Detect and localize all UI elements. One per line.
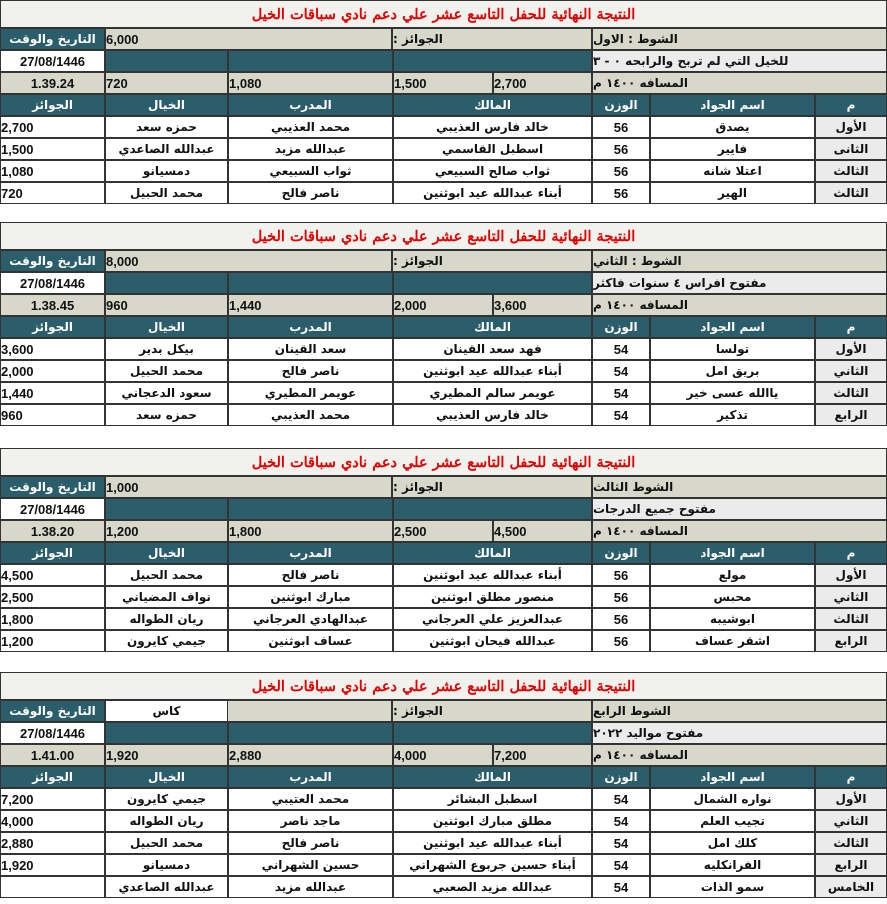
table-cell-jockey: حمزه سعد: [105, 404, 228, 426]
race-distance: المسافه ١٤٠٠ م: [592, 520, 887, 542]
prize-breakdown: 1,500: [393, 72, 493, 94]
table-cell-rank: الثالث: [815, 160, 887, 182]
table-cell-horse: سمو الذات: [650, 876, 815, 898]
table-cell-prize: 1,080: [0, 160, 105, 182]
table-cell-weight: 56: [592, 160, 650, 182]
col-header-owner: المالك: [393, 316, 592, 338]
table-cell-jockey: دمسيانو: [105, 854, 228, 876]
table-cell-prize: [0, 876, 105, 898]
date-time-label: التاريخ والوقت: [0, 250, 105, 272]
race-section-1: [0, 0, 887, 201]
table-cell-rank: الثانى: [815, 138, 887, 160]
col-header-owner: المالك: [393, 766, 592, 788]
table-cell-horse: كلك امل: [650, 832, 815, 854]
table-cell-weight: 54: [592, 810, 650, 832]
prize-breakdown: 960: [105, 294, 228, 316]
race-date: 27/08/1446: [0, 722, 105, 744]
race-condition: مفتوح مواليد ٢٠٢٢: [592, 722, 887, 744]
table-cell-owner: اسطبل القاسمي: [393, 138, 592, 160]
table-cell-owner: أبناء عبدالله عيد ابوثنين: [393, 564, 592, 586]
col-header-trainer: المدرب: [228, 766, 393, 788]
race-section-4: [0, 672, 887, 895]
prizes-label: الجوائز :: [392, 476, 592, 498]
table-cell-owner: أبناء عبدالله عيد ابوثنين: [393, 360, 592, 382]
table-cell-owner: اسطبل البشائر: [393, 788, 592, 810]
blank-cell: [105, 498, 228, 520]
table-cell-jockey: جيمي كايرون: [105, 788, 228, 810]
col-header-prize: الجوائز: [0, 94, 105, 116]
table-cell-prize: 1,200: [0, 630, 105, 652]
blank-cell: [393, 722, 592, 744]
table-cell-weight: 54: [592, 360, 650, 382]
race-distance: المسافه ١٤٠٠ م: [592, 72, 887, 94]
col-header-owner: المالك: [393, 94, 592, 116]
table-cell-trainer: ماجد ناصر: [228, 810, 393, 832]
col-header-owner: المالك: [393, 542, 592, 564]
prize-total: 6,000: [105, 28, 392, 50]
table-cell-rank: الثالث: [815, 182, 887, 204]
table-cell-jockey: دمسيانو: [105, 160, 228, 182]
table-cell-trainer: محمد العتيبي: [228, 788, 393, 810]
date-time-label: التاريخ والوقت: [0, 476, 105, 498]
table-cell-jockey: حمزه سعد: [105, 116, 228, 138]
table-cell-prize: 960: [0, 404, 105, 426]
prize-breakdown: 1,440: [228, 294, 393, 316]
table-cell-trainer: حسين الشهراني: [228, 854, 393, 876]
table-cell-weight: 56: [592, 608, 650, 630]
table-cell-rank: الأول: [815, 564, 887, 586]
prize-breakdown: 4,500: [493, 520, 592, 542]
table-cell-trainer: عبدالله مزيد: [228, 138, 393, 160]
table-cell-prize: 4,000: [0, 810, 105, 832]
table-cell-rank: الأول: [815, 116, 887, 138]
table-cell-trainer: عبدالهادي العرجاني: [228, 608, 393, 630]
col-header-prize: الجوائز: [0, 316, 105, 338]
table-cell-trainer: ناصر فالح: [228, 182, 393, 204]
table-cell-horse: اعتلا شانه: [650, 160, 815, 182]
table-cell-jockey: محمد الحبيل: [105, 182, 228, 204]
table-cell-horse: يصدق: [650, 116, 815, 138]
race-condition: للخيل التي لم تربح والرابحه ٠ - ٣: [592, 50, 887, 72]
table-cell-owner: خالد فارس العذيبي: [393, 116, 592, 138]
table-cell-horse: الفرانكليه: [650, 854, 815, 876]
table-cell-owner: أبناء حسين جربوع الشهراني: [393, 854, 592, 876]
table-cell-trainer: ناصر فالح: [228, 564, 393, 586]
date-time-label: التاريخ والوقت: [0, 700, 105, 722]
race-round: الشوط الرابع: [592, 700, 887, 722]
table-cell-horse: محبس: [650, 586, 815, 608]
table-cell-prize: 4,500: [0, 564, 105, 586]
table-cell-jockey: عبدالله الصاعدي: [105, 138, 228, 160]
table-cell-jockey: ريان الطواله: [105, 810, 228, 832]
table-cell-owner: فهد سعد القينان: [393, 338, 592, 360]
col-header-trainer: المدرب: [228, 542, 393, 564]
table-cell-rank: الثاني: [815, 810, 887, 832]
prize-breakdown: 1,080: [228, 72, 393, 94]
prize-breakdown: 1,920: [105, 744, 228, 766]
col-header-jockey: الخيال: [105, 542, 228, 564]
col-header-weight: الوزن: [592, 316, 650, 338]
race-condition: مفتوح افراس ٤ سنوات فاكثر: [592, 272, 887, 294]
blank-cell: [228, 498, 393, 520]
table-cell-rank: الثالث: [815, 608, 887, 630]
table-cell-rank: الخامس: [815, 876, 887, 898]
table-cell-weight: 54: [592, 876, 650, 898]
table-cell-trainer: ناصر فالح: [228, 832, 393, 854]
race-time: 1.38.20: [0, 520, 105, 542]
table-cell-horse: فايير: [650, 138, 815, 160]
race-date: 27/08/1446: [0, 498, 105, 520]
table-cell-horse: بريق امل: [650, 360, 815, 382]
table-cell-trainer: محمد العذيبي: [228, 404, 393, 426]
blank-cell: [105, 272, 228, 294]
table-cell-trainer: عويمر المطيري: [228, 382, 393, 404]
table-cell-horse: الهير: [650, 182, 815, 204]
table-cell-prize: 1,800: [0, 608, 105, 630]
col-header-prize: الجوائز: [0, 542, 105, 564]
col-header-trainer: المدرب: [228, 94, 393, 116]
table-cell-jockey: سعود الدعجاني: [105, 382, 228, 404]
blank-cell: [393, 498, 592, 520]
table-cell-jockey: محمد الحبيل: [105, 360, 228, 382]
table-cell-weight: 54: [592, 338, 650, 360]
prize-breakdown: 2,700: [493, 72, 592, 94]
race-round: الشوط : الاول: [592, 28, 887, 50]
prizes-label: الجوائز :: [392, 28, 592, 50]
table-cell-rank: الثاني: [815, 586, 887, 608]
blank-cell: [105, 50, 228, 72]
table-cell-prize: 1,440: [0, 382, 105, 404]
table-cell-prize: 720: [0, 182, 105, 204]
table-cell-jockey: ريان الطواله: [105, 608, 228, 630]
table-cell-horse: ابوشيبه: [650, 608, 815, 630]
table-cell-weight: 54: [592, 832, 650, 854]
race-round: الشوط الثالث: [592, 476, 887, 498]
race-date: 27/08/1446: [0, 272, 105, 294]
col-header-weight: الوزن: [592, 542, 650, 564]
blank-cell: [393, 50, 592, 72]
table-cell-rank: الأول: [815, 338, 887, 360]
table-cell-horse: تذكير: [650, 404, 815, 426]
col-header-rank: م: [815, 94, 887, 116]
race-time: 1.39.24: [0, 72, 105, 94]
race-section-3: [0, 448, 887, 649]
table-cell-prize: 1,500: [0, 138, 105, 160]
table-cell-weight: 56: [592, 630, 650, 652]
table-cell-owner: منصور مطلق ابوثنين: [393, 586, 592, 608]
prize-breakdown: 2,500: [393, 520, 493, 542]
table-cell-owner: أبناء عبدالله عيد ابوثنين: [393, 182, 592, 204]
col-header-horse: اسم الجواد: [650, 766, 815, 788]
race-title: النتيجة النهائية للحفل التاسع عشر علي دعم نادي سباقات الخيل: [0, 672, 887, 700]
col-header-weight: الوزن: [592, 766, 650, 788]
table-cell-weight: 56: [592, 182, 650, 204]
blank-cell: [228, 272, 393, 294]
blank-cell: [393, 272, 592, 294]
table-cell-owner: مطلق مبارك ابوثنين: [393, 810, 592, 832]
table-cell-prize: 2,880: [0, 832, 105, 854]
table-cell-prize: 1,920: [0, 854, 105, 876]
table-cell-rank: الرابع: [815, 630, 887, 652]
table-cell-rank: الرابع: [815, 854, 887, 876]
cup-label: كاس: [105, 700, 228, 722]
prize-breakdown: 1,200: [105, 520, 228, 542]
table-cell-rank: الثاني: [815, 360, 887, 382]
table-cell-weight: 56: [592, 564, 650, 586]
race-distance: المسافه ١٤٠٠ م: [592, 744, 887, 766]
table-cell-jockey: عبدالله الصاعدي: [105, 876, 228, 898]
prize-breakdown: 4,000: [393, 744, 493, 766]
race-title: النتيجة النهائية للحفل التاسع عشر علي دعم نادي سباقات الخيل: [0, 0, 887, 28]
col-header-rank: م: [815, 542, 887, 564]
table-cell-trainer: مبارك ابوثنين: [228, 586, 393, 608]
table-cell-horse: ياالله عسى خير: [650, 382, 815, 404]
table-cell-jockey: جيمي كايرون: [105, 630, 228, 652]
table-cell-prize: 7,200: [0, 788, 105, 810]
table-cell-prize: 2,500: [0, 586, 105, 608]
table-cell-trainer: سعد القينان: [228, 338, 393, 360]
table-cell-owner: عبدالعزيز علي العرجاني: [393, 608, 592, 630]
race-distance: المسافه ١٤٠٠ م: [592, 294, 887, 316]
table-cell-horse: مولع: [650, 564, 815, 586]
prize-total: 1,000: [105, 476, 392, 498]
table-cell-owner: عبدالله فيحان ابوثنين: [393, 630, 592, 652]
col-header-weight: الوزن: [592, 94, 650, 116]
col-header-prize: الجوائز: [0, 766, 105, 788]
race-time: 1.41.00: [0, 744, 105, 766]
table-cell-rank: الرابع: [815, 404, 887, 426]
col-header-horse: اسم الجواد: [650, 542, 815, 564]
col-header-horse: اسم الجواد: [650, 94, 815, 116]
table-cell-weight: 54: [592, 382, 650, 404]
blank-cell: [228, 722, 393, 744]
race-title: النتيجة النهائية للحفل التاسع عشر علي دعم نادي سباقات الخيل: [0, 448, 887, 476]
prize-breakdown: 2,880: [228, 744, 393, 766]
table-cell-trainer: عساف ابوثنين: [228, 630, 393, 652]
prize-breakdown: 2,000: [393, 294, 493, 316]
table-cell-rank: الثالث: [815, 382, 887, 404]
table-cell-horse: اشقر عساف: [650, 630, 815, 652]
table-cell-weight: 56: [592, 138, 650, 160]
table-cell-trainer: عبدالله مزيد: [228, 876, 393, 898]
race-time: 1.38.45: [0, 294, 105, 316]
table-cell-prize: 3,600: [0, 338, 105, 360]
table-cell-prize: 2,700: [0, 116, 105, 138]
prize-breakdown: 3,600: [493, 294, 592, 316]
race-date: 27/08/1446: [0, 50, 105, 72]
table-cell-horse: تجيب العلم: [650, 810, 815, 832]
col-header-rank: م: [815, 766, 887, 788]
table-cell-jockey: محمد الحبيل: [105, 564, 228, 586]
table-cell-weight: 56: [592, 586, 650, 608]
table-cell-weight: 54: [592, 788, 650, 810]
table-cell-owner: عبدالله مزيد الصعبي: [393, 876, 592, 898]
race-title: النتيجة النهائية للحفل التاسع عشر علي دعم نادي سباقات الخيل: [0, 222, 887, 250]
table-cell-horse: تولسا: [650, 338, 815, 360]
table-cell-weight: 56: [592, 116, 650, 138]
table-cell-jockey: نواف المضياني: [105, 586, 228, 608]
prize-breakdown: 1,800: [228, 520, 393, 542]
table-cell-owner: خالد فارس العذيبي: [393, 404, 592, 426]
table-cell-rank: الثالث: [815, 832, 887, 854]
table-cell-trainer: ناصر فالح: [228, 360, 393, 382]
race-condition: مفتوح جميع الدرجات: [592, 498, 887, 520]
prize-breakdown: 7,200: [493, 744, 592, 766]
blank-cell: [228, 50, 393, 72]
table-cell-jockey: محمد الحبيل: [105, 832, 228, 854]
table-cell-weight: 54: [592, 404, 650, 426]
table-cell-owner: عويمر سالم المطيري: [393, 382, 592, 404]
prizes-label: الجوائز :: [392, 700, 592, 722]
table-cell-prize: 2,000: [0, 360, 105, 382]
col-header-rank: م: [815, 316, 887, 338]
race-section-2: [0, 222, 887, 423]
table-cell-trainer: ثواب السبيعي: [228, 160, 393, 182]
table-cell-horse: نواره الشمال: [650, 788, 815, 810]
table-cell-weight: 54: [592, 854, 650, 876]
prize-total: 8,000: [105, 250, 392, 272]
col-header-jockey: الخيال: [105, 316, 228, 338]
race-round: الشوط : الثاني: [592, 250, 887, 272]
table-cell-owner: أبناء عبدالله عيد ابوثنين: [393, 832, 592, 854]
prizes-label: الجوائز :: [392, 250, 592, 272]
table-cell-trainer: محمد العذيبي: [228, 116, 393, 138]
col-header-trainer: المدرب: [228, 316, 393, 338]
col-header-horse: اسم الجواد: [650, 316, 815, 338]
col-header-jockey: الخيال: [105, 766, 228, 788]
table-cell-owner: ثواب صالح السبيعي: [393, 160, 592, 182]
col-header-jockey: الخيال: [105, 94, 228, 116]
date-time-label: التاريخ والوقت: [0, 28, 105, 50]
table-cell-jockey: بيكل بدير: [105, 338, 228, 360]
prize-breakdown: 720: [105, 72, 228, 94]
table-cell-rank: الأول: [815, 788, 887, 810]
blank-cell: [105, 722, 228, 744]
